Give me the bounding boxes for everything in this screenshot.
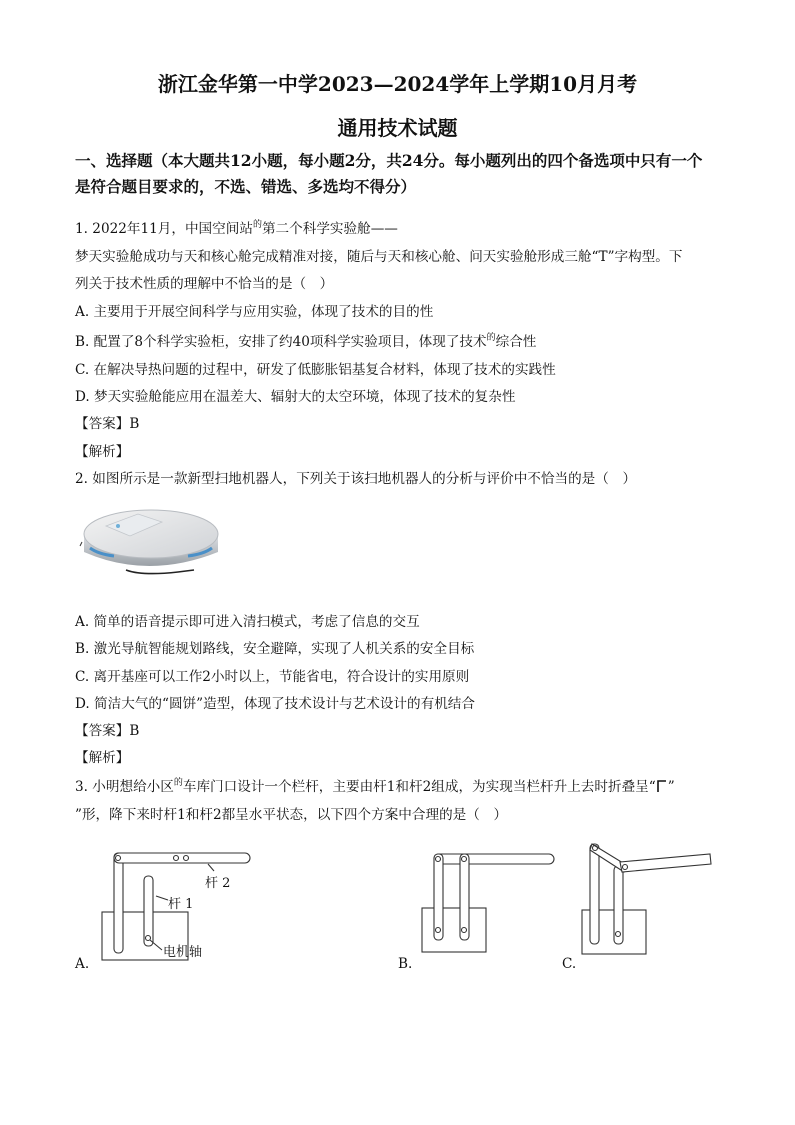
q1-stem-line2: 梦天实验舱成功与天和核心舱完成精准对接，随后与天和核心舱、问天实验舱形成三舱“T”字构型。下	[75, 249, 683, 265]
q1-option-b-text: B. 配置了8个科学实验柜，安排了约40项科学实验项目，体现了技术	[75, 334, 487, 350]
q2-answer-label: 【答案】	[75, 723, 130, 739]
scheme-b-rod2	[434, 854, 554, 864]
exam-title: 浙江金华第一中学2023—2024学年上学期10月月考	[157, 72, 638, 96]
scheme-c-post	[590, 844, 599, 944]
q2-answer-value: B	[129, 723, 140, 739]
q1-answer-label: 【答案】	[75, 416, 130, 432]
q3-stem-text-c: ”	[667, 779, 675, 795]
vacuum-top	[84, 510, 218, 558]
q1-answer	[75, 412, 139, 432]
q1-option-c: C. 在解决导热问题的过程中，研发了低膨胀铝基复合材料，体现了技术的实践性	[75, 362, 556, 378]
section-heading-line2: 是符合题目要求的，不选、错选、多选均不得分）	[75, 177, 417, 196]
vacuum-brush	[126, 570, 194, 574]
exam-subtitle: 通用技术试题	[337, 116, 458, 140]
q3-option-c: C.	[562, 956, 577, 972]
q1-stem-text-a: 1. 2022年11月，中国空间站	[75, 221, 253, 237]
q1-option-b-text2: 综合性	[495, 334, 537, 350]
q1-option-b	[75, 330, 536, 350]
q1-stem-sup: 的	[252, 220, 262, 230]
q3-stem-line2: ”形，降下来时杆1和杆2都呈水平状态，以下四个方案中合理的是（ ）	[75, 807, 508, 823]
q3-stem-text-a: 3. 小明想给小区	[75, 779, 174, 795]
label-motor-shaft: 电机轴	[163, 945, 203, 960]
scheme-a-leader-rod1	[156, 896, 168, 900]
q1-option-b-sup: 的	[486, 333, 496, 343]
q1-analysis-label: 【解析】	[75, 444, 130, 460]
q1-option-a: A. 主要用于开展空间科学与应用实验，体现了技术的目的性	[75, 304, 434, 320]
q1-option-d: D. 梦天实验舱能应用在温差大、辐射大的太空环境，体现了技术的复杂性	[75, 389, 516, 405]
q1-stem	[75, 217, 398, 237]
q1-stem-line3: 列关于技术性质的理解中不恰当的是（ ）	[75, 276, 334, 292]
q2-option-d: D. 简洁大气的“圆饼”造型，体现了技术设计与艺术设计的有机结合	[75, 696, 475, 712]
scheme-a-leader-rod2	[208, 864, 214, 871]
q3-stem-text-b: 车库门口设计一个栏杆，主要由杆1和杆2组成，为实现当栏杆升上去时折叠呈“	[182, 779, 656, 795]
folded-shape-icon	[656, 779, 668, 793]
section-heading	[75, 148, 725, 200]
q3-option-a: A.	[75, 956, 90, 972]
label-rod1: 杆 1	[168, 897, 194, 912]
robot-vacuum-image	[78, 496, 223, 582]
scheme-c-diagram	[578, 836, 723, 958]
scheme-b-diagram	[418, 846, 558, 956]
scheme-a-rod2	[114, 853, 250, 863]
q3-option-b: B.	[398, 956, 413, 972]
q1-stem-text-b: 第二个科学实验舱——	[261, 221, 398, 237]
vacuum-bristle	[80, 542, 82, 546]
q1-answer-value: B	[129, 416, 140, 432]
vacuum-indicator	[116, 524, 120, 528]
q2-option-a: A. 简单的语音提示即可进入清扫模式，考虑了信息的交互	[75, 614, 420, 630]
scheme-b-base	[422, 908, 486, 952]
label-rod2: 杆 2	[205, 876, 231, 891]
q3-stem-sup: 的	[173, 778, 183, 788]
scheme-c-rod2	[620, 854, 711, 872]
scheme-c-rod1	[614, 866, 623, 944]
q2-answer	[75, 719, 139, 739]
q2-option-b: B. 激光导航智能规划路线，安全避障，实现了人机关系的安全目标	[75, 641, 475, 657]
q2-stem: 2. 如图所示是一款新型扫地机器人，下列关于该扫地机器人的分析与评价中不恰当的是（ ）	[75, 471, 637, 487]
q2-analysis-label: 【解析】	[75, 750, 130, 766]
q3-stem	[75, 775, 675, 795]
scheme-a-post	[114, 853, 123, 953]
section-heading-line1: 一、选择题（本大题共12小题，每小题2分，共24分。每小题列出的四个备选项中只有一个	[75, 151, 703, 170]
q2-option-c: C. 离开基座可以工作2小时以上，节能省电，符合设计的实用原则	[75, 669, 470, 685]
